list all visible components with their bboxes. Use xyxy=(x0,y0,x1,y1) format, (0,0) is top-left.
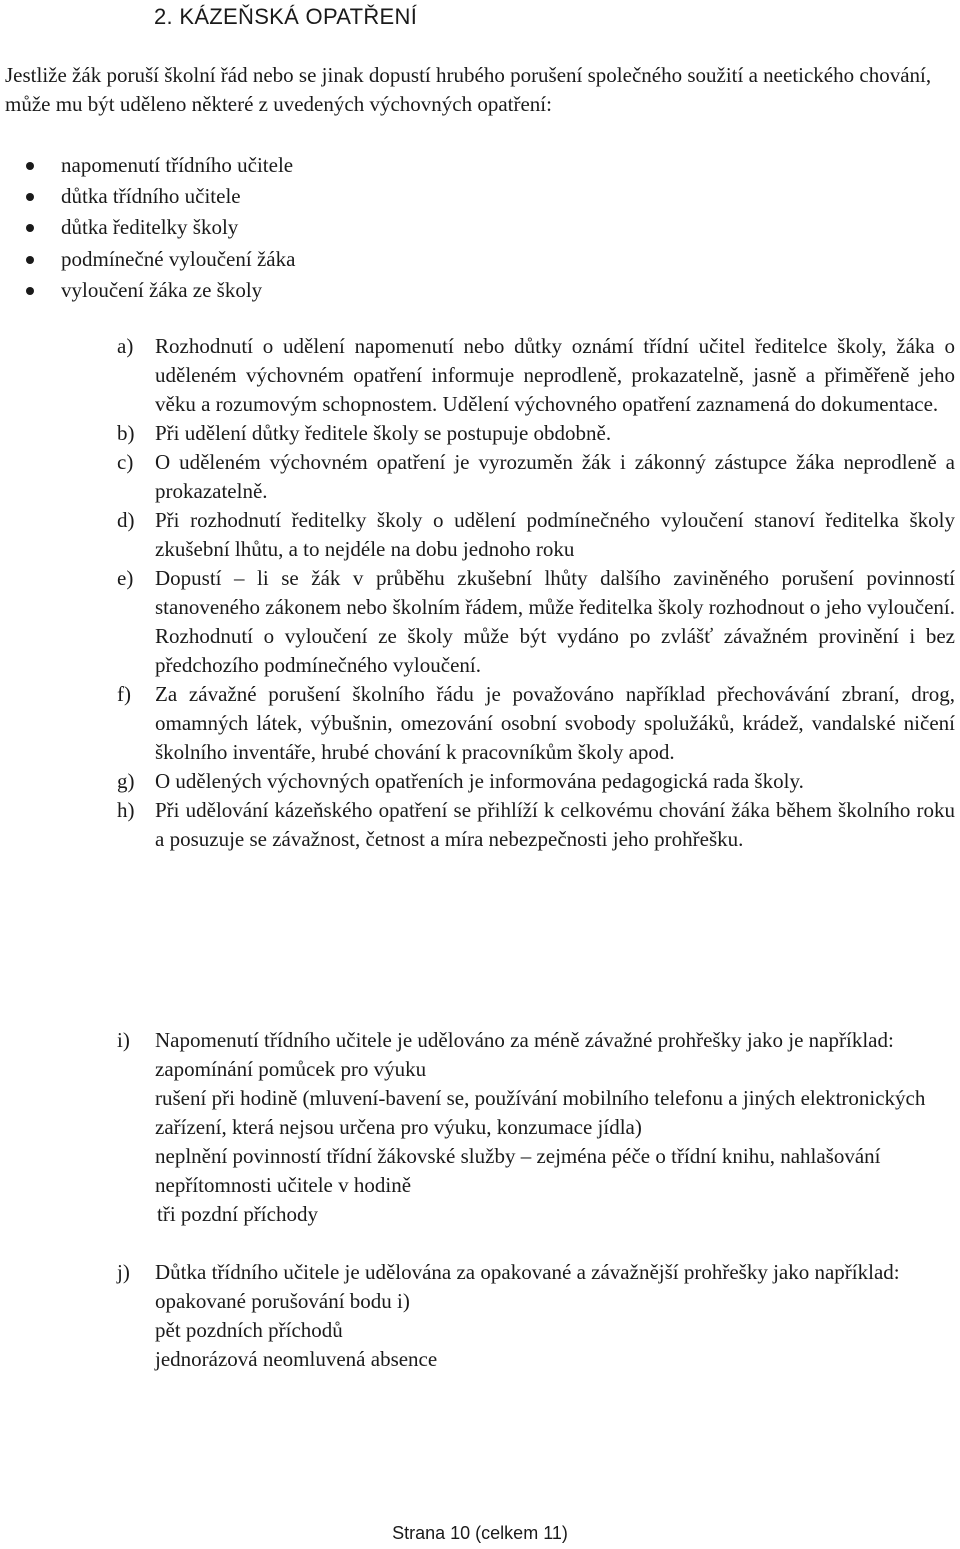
offense-rules xyxy=(0,1026,960,1374)
rule-text: Při rozhodnutí ředitelky školy o udělení podmínečného vyloučení stanoví ředitelka školy zkušební lhůtu, a to nejdéle na dobu jednoho roku xyxy=(155,508,955,561)
rule-label: h) xyxy=(117,798,135,822)
list-item xyxy=(0,244,960,275)
bullet-icon xyxy=(26,256,34,264)
examples-list xyxy=(155,1287,955,1374)
example-item: opakované porušování bodu i) xyxy=(155,1289,410,1313)
example-item: rušení při hodině (mluvení-bavení se, používání mobilního telefonu a jiných elektronických zařízení, která nejsou určena pro výuku, konzumace jídla) xyxy=(155,1086,926,1139)
measure-text: vyloučení žáka ze školy xyxy=(61,277,263,302)
bullet-icon xyxy=(26,193,34,201)
rule-text: Důtka třídního učitele je udělována za opakované a závažnější prohřešky jako například: xyxy=(155,1260,900,1284)
measure-text: podmínečné vyloučení žáka xyxy=(61,246,296,271)
rule-label: j) xyxy=(117,1260,130,1284)
examples-list xyxy=(155,1055,955,1229)
rule-label: f) xyxy=(117,682,131,706)
example-item: tři pozdní příchody xyxy=(157,1202,318,1226)
rule-item xyxy=(0,680,960,767)
rule-label: b) xyxy=(117,421,135,445)
rule-text: Napomenutí třídního učitele je udělováno za méně závažné prohřešky jako je například: xyxy=(155,1028,894,1052)
rule-label: g) xyxy=(117,769,135,793)
bullet-icon xyxy=(26,162,34,170)
rule-text: Dopustí – li se žák v průběhu zkušební lhůty dalšího zaviněného porušení povinností stanoveného zákonem nebo školním řádem, může ředitelka školy rozhodnout o jeho vyloučení. Rozhodnutí o vyloučení ze školy může být vydáno po zvlášť závažném provinění i bez předchozího podmínečného vyloučení. xyxy=(155,566,955,677)
measure-text: napomenutí třídního učitele xyxy=(61,153,294,177)
bullet-icon xyxy=(26,224,34,232)
rule-item xyxy=(0,564,960,680)
list-item xyxy=(0,150,960,181)
rule-item xyxy=(0,448,960,506)
rule-item xyxy=(0,419,960,448)
rule-text: O udělených výchovných opatřeních je informována pedagogická rada školy. xyxy=(155,769,804,793)
rule-text: O uděleném výchovném opatření je vyrozuměn žák i zákonný zástupce žáka neprodleně a prokazatelně. xyxy=(155,450,955,503)
list-item xyxy=(0,181,960,212)
rule-label: c) xyxy=(117,450,134,474)
bullet-icon xyxy=(26,287,34,295)
example-item: pět pozdních příchodů xyxy=(155,1318,343,1342)
spacer xyxy=(0,1229,960,1258)
page-footer: Strana 10 (celkem 11) xyxy=(392,1523,568,1543)
rule-item xyxy=(0,332,960,419)
rule-item xyxy=(0,767,960,796)
rule-item-j xyxy=(0,1258,960,1374)
list-item xyxy=(0,212,960,243)
example-item: neplnění povinností třídní žákovské služby – zejména péče o třídní knihu, nahlašování nepřítomnosti učitele v hodině xyxy=(155,1144,881,1197)
rule-label: e) xyxy=(117,566,134,590)
example-item: jednorázová neomluvená absence xyxy=(155,1347,438,1371)
rule-label: d) xyxy=(117,508,135,532)
rule-item xyxy=(0,796,960,854)
rule-text: Rozhodnutí o udělení napomenutí nebo důtky oznámí třídní učitel ředitelce školy, žáka o uděleném výchovném opatření informuje neprodleně, prokazatelně, jasně a přiměřeně jeho věku a rozumovým schopnostem. Udělení výchovného opatření zaznamená do dokumentace. xyxy=(155,334,955,416)
rule-item xyxy=(0,506,960,564)
rule-text: Za závažné porušení školního řádu je považováno například přechovávání zbraní, drog, omamných látek, výbušnin, omezování osobní svobody spolužáků, krádež, vandalské ničení školního inventáře, hrubé chování k pracovníkům školy apod. xyxy=(155,682,955,764)
intro-paragraph: Jestliže žák poruší školní řád nebo se jinak dopustí hrubého porušení společného soužití a neetického chování, může mu být uděleno některé z uvedených výchovných opatření: xyxy=(5,63,932,116)
rules-list xyxy=(0,332,960,854)
list-item xyxy=(0,275,960,306)
example-item: zapomínání pomůcek pro výuku xyxy=(155,1057,427,1081)
section-heading: 2. KÁZEŇSKÁ OPATŘENÍ xyxy=(154,4,418,29)
rule-text: Při udělení důtky ředitele školy se postupuje obdobně. xyxy=(155,421,612,445)
rule-label: a) xyxy=(117,334,134,358)
measure-text: důtka třídního učitele xyxy=(61,184,241,209)
rule-text: Při udělování kázeňského opatření se přihlíží k celkovému chování žáka během školního roku a posuzuje se závažnost, četnost a míra nebezpečnosti jeho prohřešku. xyxy=(155,798,955,851)
measure-text: důtka ředitelky školy xyxy=(61,215,239,240)
rule-item-i xyxy=(0,1026,960,1229)
rule-label: i) xyxy=(117,1028,130,1052)
measures-list xyxy=(0,150,960,306)
